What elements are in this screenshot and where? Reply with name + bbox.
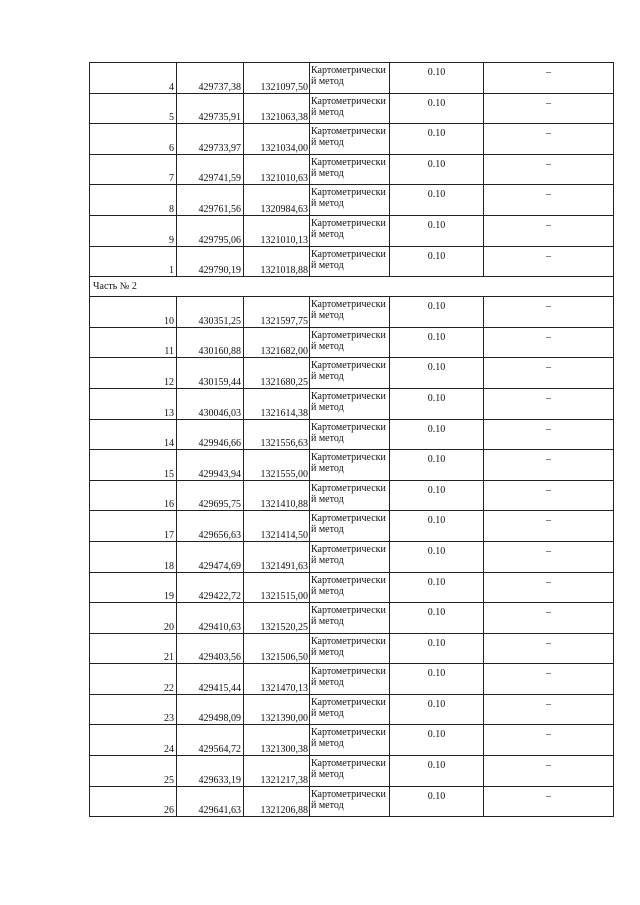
method-cell: Картометрический метод <box>310 358 390 389</box>
point-number-cell: 10 <box>90 297 177 328</box>
description-cell: – <box>484 297 614 328</box>
method-cell: Картометрический метод <box>310 63 390 94</box>
x-coordinate-cell: 429946,66 <box>177 419 244 450</box>
description-cell: – <box>484 603 614 634</box>
table-row <box>90 450 614 481</box>
accuracy-cell: 0.10 <box>390 215 484 246</box>
x-coordinate-cell: 429943,94 <box>177 450 244 481</box>
description-cell: – <box>484 541 614 572</box>
point-number-cell: 26 <box>90 786 177 817</box>
y-coordinate-cell: 1321010,13 <box>244 215 310 246</box>
table-row <box>90 572 614 603</box>
method-cell: Картометрический метод <box>310 511 390 542</box>
table-row <box>90 185 614 216</box>
y-coordinate-cell: 1320984,63 <box>244 185 310 216</box>
method-cell: Картометрический метод <box>310 450 390 481</box>
description-cell: – <box>484 756 614 787</box>
table-row <box>90 124 614 155</box>
point-number-cell: 17 <box>90 511 177 542</box>
table-row <box>90 154 614 185</box>
accuracy-cell: 0.10 <box>390 756 484 787</box>
y-coordinate-cell: 1321515,00 <box>244 572 310 603</box>
part2-header <box>90 277 614 297</box>
accuracy-cell: 0.10 <box>390 786 484 817</box>
description-cell: – <box>484 450 614 481</box>
method-cell: Картометрический метод <box>310 480 390 511</box>
method-cell: Картометрический метод <box>310 725 390 756</box>
x-coordinate-cell: 429761,56 <box>177 185 244 216</box>
point-number-cell: 4 <box>90 63 177 94</box>
description-cell: – <box>484 572 614 603</box>
description-cell: – <box>484 694 614 725</box>
table-row <box>90 419 614 450</box>
description-cell: – <box>484 633 614 664</box>
x-coordinate-cell: 429422,72 <box>177 572 244 603</box>
table-row <box>90 388 614 419</box>
accuracy-cell: 0.10 <box>390 388 484 419</box>
x-coordinate-cell: 429474,69 <box>177 541 244 572</box>
y-coordinate-cell: 1321390,00 <box>244 694 310 725</box>
accuracy-cell: 0.10 <box>390 124 484 155</box>
x-coordinate-cell: 429741,59 <box>177 154 244 185</box>
accuracy-cell: 0.10 <box>390 572 484 603</box>
description-cell: – <box>484 246 614 277</box>
point-number-cell: 23 <box>90 694 177 725</box>
method-cell: Картометрический метод <box>310 185 390 216</box>
y-coordinate-cell: 1321470,13 <box>244 664 310 695</box>
accuracy-cell: 0.10 <box>390 450 484 481</box>
method-cell: Картометрический метод <box>310 664 390 695</box>
y-coordinate-cell: 1321217,38 <box>244 756 310 787</box>
method-cell: Картометрический метод <box>310 419 390 450</box>
description-cell: – <box>484 215 614 246</box>
y-coordinate-cell: 1321206,88 <box>244 786 310 817</box>
point-number-cell: 22 <box>90 664 177 695</box>
description-cell: – <box>484 388 614 419</box>
method-cell: Картометрический метод <box>310 572 390 603</box>
x-coordinate-cell: 429415,44 <box>177 664 244 695</box>
description-cell: – <box>484 63 614 94</box>
point-number-cell: 5 <box>90 93 177 124</box>
table-row <box>90 603 614 634</box>
accuracy-cell: 0.10 <box>390 297 484 328</box>
method-cell: Картометрический метод <box>310 327 390 358</box>
point-number-cell: 7 <box>90 154 177 185</box>
method-cell: Картометрический метод <box>310 93 390 124</box>
description-cell: – <box>484 358 614 389</box>
table-row <box>90 786 614 817</box>
table-row <box>90 246 614 277</box>
table-row <box>90 694 614 725</box>
table-row <box>90 215 614 246</box>
accuracy-cell: 0.10 <box>390 725 484 756</box>
description-cell: – <box>484 327 614 358</box>
method-cell: Картометрический метод <box>310 603 390 634</box>
y-coordinate-cell: 1321506,50 <box>244 633 310 664</box>
table-row <box>90 664 614 695</box>
x-coordinate-cell: 429795,06 <box>177 215 244 246</box>
description-cell: – <box>484 511 614 542</box>
x-coordinate-cell: 429498,09 <box>177 694 244 725</box>
x-coordinate-cell: 430160,88 <box>177 327 244 358</box>
y-coordinate-cell: 1321034,00 <box>244 124 310 155</box>
part1-rows <box>90 63 614 277</box>
point-number-cell: 9 <box>90 215 177 246</box>
y-coordinate-cell: 1321491,63 <box>244 541 310 572</box>
accuracy-cell: 0.10 <box>390 154 484 185</box>
method-cell: Картометрический метод <box>310 154 390 185</box>
table-row <box>90 480 614 511</box>
table-row <box>90 633 614 664</box>
y-coordinate-cell: 1321410,88 <box>244 480 310 511</box>
point-number-cell: 18 <box>90 541 177 572</box>
point-number-cell: 12 <box>90 358 177 389</box>
x-coordinate-cell: 429735,91 <box>177 93 244 124</box>
y-coordinate-cell: 1321300,38 <box>244 725 310 756</box>
y-coordinate-cell: 1321682,00 <box>244 327 310 358</box>
accuracy-cell: 0.10 <box>390 93 484 124</box>
x-coordinate-cell: 429656,63 <box>177 511 244 542</box>
accuracy-cell: 0.10 <box>390 246 484 277</box>
point-number-cell: 6 <box>90 124 177 155</box>
description-cell: – <box>484 93 614 124</box>
accuracy-cell: 0.10 <box>390 664 484 695</box>
x-coordinate-cell: 429633,19 <box>177 756 244 787</box>
part2-rows <box>90 297 614 817</box>
table-row <box>90 63 614 94</box>
x-coordinate-cell: 430159,44 <box>177 358 244 389</box>
accuracy-cell: 0.10 <box>390 633 484 664</box>
x-coordinate-cell: 429403,56 <box>177 633 244 664</box>
method-cell: Картометрический метод <box>310 246 390 277</box>
description-cell: – <box>484 124 614 155</box>
table-row <box>90 511 614 542</box>
table-row <box>90 541 614 572</box>
method-cell: Картометрический метод <box>310 786 390 817</box>
x-coordinate-cell: 429564,72 <box>177 725 244 756</box>
table-row <box>90 725 614 756</box>
description-cell: – <box>484 185 614 216</box>
accuracy-cell: 0.10 <box>390 480 484 511</box>
point-number-cell: 1 <box>90 246 177 277</box>
accuracy-cell: 0.10 <box>390 603 484 634</box>
part2-label: Часть № 2 <box>90 277 614 297</box>
y-coordinate-cell: 1321556,63 <box>244 419 310 450</box>
accuracy-cell: 0.10 <box>390 419 484 450</box>
point-number-cell: 20 <box>90 603 177 634</box>
y-coordinate-cell: 1321414,50 <box>244 511 310 542</box>
point-number-cell: 8 <box>90 185 177 216</box>
point-number-cell: 19 <box>90 572 177 603</box>
description-cell: – <box>484 154 614 185</box>
y-coordinate-cell: 1321680,25 <box>244 358 310 389</box>
description-cell: – <box>484 725 614 756</box>
method-cell: Картометрический метод <box>310 297 390 328</box>
table-row <box>90 327 614 358</box>
accuracy-cell: 0.10 <box>390 358 484 389</box>
accuracy-cell: 0.10 <box>390 511 484 542</box>
point-number-cell: 15 <box>90 450 177 481</box>
description-cell: – <box>484 419 614 450</box>
description-cell: – <box>484 786 614 817</box>
point-number-cell: 24 <box>90 725 177 756</box>
y-coordinate-cell: 1321614,38 <box>244 388 310 419</box>
method-cell: Картометрический метод <box>310 124 390 155</box>
x-coordinate-cell: 429695,75 <box>177 480 244 511</box>
x-coordinate-cell: 429410,63 <box>177 603 244 634</box>
coordinates-table <box>89 62 614 817</box>
table-row <box>90 358 614 389</box>
x-coordinate-cell: 429790,19 <box>177 246 244 277</box>
x-coordinate-cell: 429641,63 <box>177 786 244 817</box>
point-number-cell: 11 <box>90 327 177 358</box>
x-coordinate-cell: 430351,25 <box>177 297 244 328</box>
description-cell: – <box>484 480 614 511</box>
method-cell: Картометрический метод <box>310 388 390 419</box>
accuracy-cell: 0.10 <box>390 694 484 725</box>
point-number-cell: 14 <box>90 419 177 450</box>
method-cell: Картометрический метод <box>310 541 390 572</box>
method-cell: Картометрический метод <box>310 633 390 664</box>
y-coordinate-cell: 1321063,38 <box>244 93 310 124</box>
point-number-cell: 13 <box>90 388 177 419</box>
table-row <box>90 756 614 787</box>
method-cell: Картометрический метод <box>310 756 390 787</box>
point-number-cell: 25 <box>90 756 177 787</box>
x-coordinate-cell: 429733,97 <box>177 124 244 155</box>
accuracy-cell: 0.10 <box>390 541 484 572</box>
table-row <box>90 297 614 328</box>
y-coordinate-cell: 1321097,50 <box>244 63 310 94</box>
table-row <box>90 93 614 124</box>
x-coordinate-cell: 430046,03 <box>177 388 244 419</box>
accuracy-cell: 0.10 <box>390 327 484 358</box>
point-number-cell: 21 <box>90 633 177 664</box>
method-cell: Картометрический метод <box>310 215 390 246</box>
y-coordinate-cell: 1321520,25 <box>244 603 310 634</box>
accuracy-cell: 0.10 <box>390 63 484 94</box>
y-coordinate-cell: 1321018,88 <box>244 246 310 277</box>
method-cell: Картометрический метод <box>310 694 390 725</box>
accuracy-cell: 0.10 <box>390 185 484 216</box>
y-coordinate-cell: 1321555,00 <box>244 450 310 481</box>
description-cell: – <box>484 664 614 695</box>
y-coordinate-cell: 1321597,75 <box>244 297 310 328</box>
y-coordinate-cell: 1321010,63 <box>244 154 310 185</box>
point-number-cell: 16 <box>90 480 177 511</box>
x-coordinate-cell: 429737,38 <box>177 63 244 94</box>
